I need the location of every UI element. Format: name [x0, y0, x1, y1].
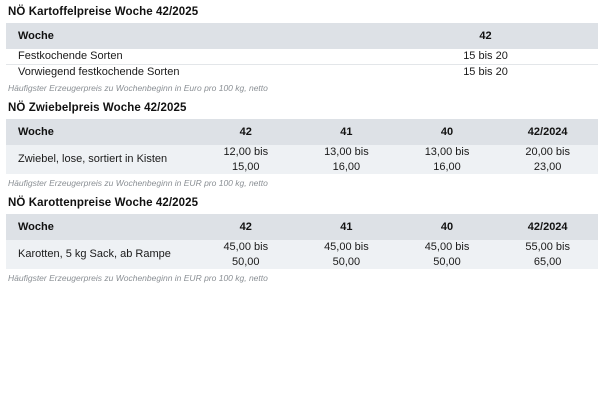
column-header-42-2024: 42/2024 — [497, 214, 598, 240]
table-header-row — [6, 214, 598, 240]
column-header-42: 42 — [195, 119, 296, 145]
row-value: 15 bis 20 — [373, 49, 598, 64]
footnote-zwiebelpreis: Häufigster Erzeugerpreis zu Wochenbeginn in EUR pro 100 kg, netto — [8, 178, 268, 189]
row-value-42-2024 — [497, 240, 598, 269]
value-line-from: 45,00 bis — [324, 241, 369, 254]
value-line-to: 50,00 — [332, 255, 361, 268]
value-line-from: 20,00 bis — [525, 146, 570, 159]
row-value-41 — [296, 240, 397, 269]
value-line-to: 50,00 — [232, 255, 260, 268]
row-value-40 — [397, 145, 498, 174]
column-header-woche: Woche — [6, 23, 373, 49]
value-line-to: 16,00 — [433, 160, 461, 173]
column-header-41: 41 — [296, 119, 397, 145]
column-header-41: 41 — [296, 214, 397, 240]
page-title-karottenpreise: NÖ Karottenpreise Woche 42/2025 — [8, 197, 199, 210]
value-line-to: 65,00 — [533, 255, 562, 268]
value-line-to: 50,00 — [433, 255, 461, 268]
table-header-row — [6, 23, 598, 49]
footnote-karottenpreise: Häufigster Erzeugerpreis zu Wochenbeginn in EUR pro 100 kg, netto — [8, 273, 268, 284]
table-row — [6, 49, 598, 64]
row-value-41 — [296, 145, 397, 174]
value-line-from: 13,00 bis — [324, 146, 369, 159]
column-header-42: 42 — [373, 23, 598, 49]
row-label: Festkochende Sorten — [6, 49, 373, 64]
page-title-zwiebelpreis: NÖ Zwiebelpreis Woche 42/2025 — [8, 102, 187, 115]
row-value: 15 bis 20 — [373, 64, 598, 79]
table-row — [6, 240, 598, 269]
value-line-from: 45,00 bis — [223, 241, 269, 254]
value-line-from: 45,00 bis — [424, 241, 470, 254]
row-value-42 — [195, 145, 296, 174]
price-table-kartoffelpreise — [6, 23, 598, 79]
value-line-from: 55,00 bis — [525, 241, 570, 254]
row-label: Vorwiegend festkochende Sorten — [6, 64, 373, 79]
table-block-kartoffelpreise — [4, 6, 596, 93]
row-value-40 — [397, 240, 498, 269]
column-header-woche: Woche — [6, 214, 195, 240]
row-value-42-2024 — [497, 145, 598, 174]
value-line-from: 13,00 bis — [424, 146, 470, 159]
row-value-42 — [195, 240, 296, 269]
value-line-to: 23,00 — [533, 160, 562, 173]
table-row — [6, 145, 598, 174]
column-header-42: 42 — [195, 214, 296, 240]
table-block-zwiebelpreis — [4, 102, 596, 188]
value-line-from: 12,00 bis — [223, 146, 269, 159]
table-row — [6, 64, 598, 79]
price-table-karottenpreise — [6, 214, 598, 269]
column-header-42-2024: 42/2024 — [497, 119, 598, 145]
page-title-kartoffelpreise: NÖ Kartoffelpreise Woche 42/2025 — [8, 6, 199, 18]
column-header-40: 40 — [397, 119, 498, 145]
column-header-woche: Woche — [6, 119, 195, 145]
value-line-to: 15,00 — [232, 160, 260, 173]
value-line-to: 16,00 — [332, 160, 361, 173]
footnote-kartoffelpreise: Häufigster Erzeugerpreis zu Wochenbeginn in Euro pro 100 kg, netto — [8, 83, 268, 94]
column-header-40: 40 — [397, 214, 498, 240]
table-block-karottenpreise — [4, 197, 596, 283]
row-label: Karotten, 5 kg Sack, ab Rampe — [6, 240, 195, 269]
table-header-row — [6, 119, 598, 145]
row-label: Zwiebel, lose, sortiert in Kisten — [6, 145, 195, 174]
price-table-zwiebelpreis — [6, 119, 598, 174]
